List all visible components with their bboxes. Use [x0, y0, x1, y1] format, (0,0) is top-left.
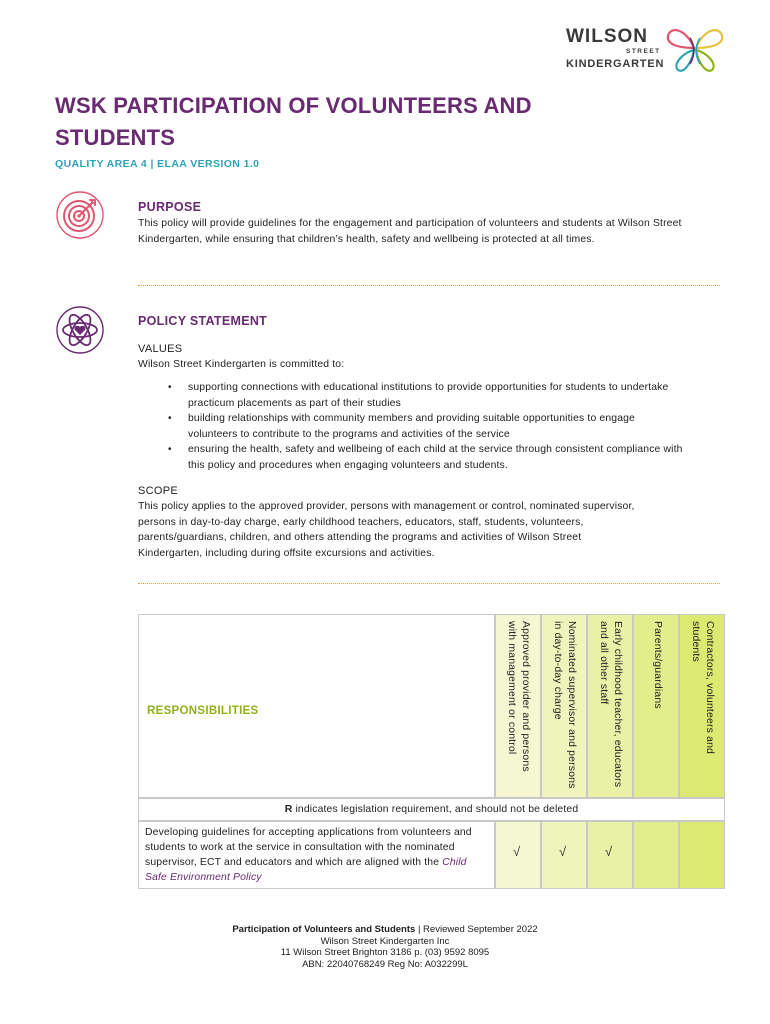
logo-street: STREET — [626, 48, 661, 55]
row-text: Developing guidelines for accepting applications from volunteers and students to work at the service in consultation with the nominated supervisor, ECT and educators and which are aligned with the — [145, 827, 472, 868]
logo — [560, 24, 730, 76]
tick-cell — [679, 821, 725, 889]
responsibilities-table — [138, 614, 725, 889]
tick-cell: √ — [495, 821, 541, 889]
scope-text: This policy applies to the approved provider, persons with management or control, nominated supervisor, persons in day-to-day charge, early childhood teachers, educators, staff, students, volunteers, parents/guardians, children, and others attending the programs and activities of Wilson Street Kindergarten, including during offsite excursions and activities. — [138, 501, 635, 559]
page-subtitle: QUALITY AREA 4 | ELAA VERSION 1.0 — [55, 158, 260, 170]
tick-cell — [633, 821, 679, 889]
list-item: • supporting connections with educational institutions to provide opportunities for students to undertake practicum placements as part of their studies — [138, 380, 683, 411]
legend-r: R — [284, 804, 293, 815]
footer-org: Wilson Street Kindergarten Inc — [320, 935, 450, 947]
page-title: WSK PARTICIPATION OF VOLUNTEERS AND STUDENTS — [55, 93, 532, 150]
scope-heading: SCOPE — [138, 485, 179, 497]
divider — [138, 583, 720, 584]
logo-wilson: WILSON — [566, 26, 648, 47]
responsibilities-label: RESPONSIBILITIES — [147, 705, 259, 717]
values-list — [138, 380, 683, 473]
values-heading: VALUES — [138, 343, 183, 355]
column-header: Approved provider and persons with management or control — [495, 614, 541, 798]
logo-kindergarten: KINDERGARTEN — [566, 58, 665, 70]
legend-row — [138, 798, 725, 821]
footer-abn: ABN: 22040768249 Reg No: A032299L — [302, 958, 468, 970]
footer — [0, 924, 770, 970]
footer-reviewed: | Reviewed September 2022 — [415, 924, 538, 935]
footer-title: Participation of Volunteers and Students — [232, 924, 416, 935]
policy-statement-heading: POLICY STATEMENT — [138, 314, 268, 328]
values-intro: Wilson Street Kindergarten is committed to: — [138, 359, 345, 370]
divider — [138, 285, 720, 286]
responsibilities-header-cell — [138, 614, 495, 798]
column-header: Nominated supervisor and persons in day-to-day charge — [541, 614, 587, 798]
column-header: Contractors, volunteers and students — [679, 614, 725, 798]
atom-heart-icon — [55, 305, 105, 355]
purpose-heading: PURPOSE — [138, 200, 202, 214]
tick-cell: √ — [587, 821, 633, 889]
purpose-text: This policy will provide guidelines for the engagement and participation of volunteers and students at Wilson Street Kindergarten, while ensuring that children’s health, safety and wellbeing is protected at all times. — [138, 218, 682, 245]
target-icon — [55, 190, 105, 240]
butterfly-icon — [664, 24, 726, 74]
table-row — [138, 821, 495, 889]
child-safe-policy-link[interactable]: Child Safe Environment Policy — [145, 857, 467, 883]
legend-text: indicates legislation requirement, and should not be deleted — [292, 804, 579, 815]
list-item: • ensuring the health, safety and wellbeing of each child at the service through consistent compliance with this policy and procedures when engaging volunteers and students. — [138, 442, 683, 473]
list-item: • building relationships with community members and providing suitable opportunities to engage volunteers to contribute to the programs and activities of the service — [138, 411, 683, 442]
column-header: Early childhood teacher, educators and all other staff — [587, 614, 633, 798]
tick-cell: √ — [541, 821, 587, 889]
column-header: Parents/guardians — [633, 614, 679, 798]
footer-address: 11 Wilson Street Brighton 3186 p. (03) 9592 8095 — [280, 947, 490, 958]
